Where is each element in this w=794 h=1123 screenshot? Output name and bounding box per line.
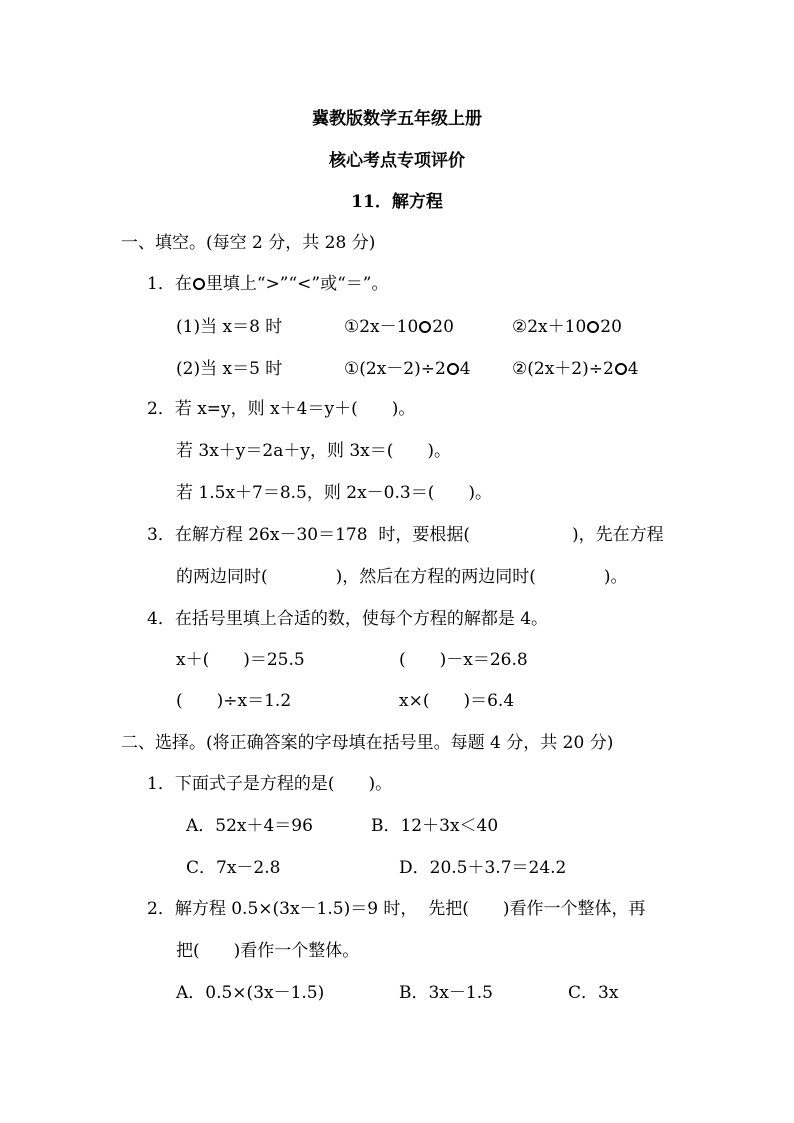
q4-equation-c: ( )÷x＝1.2 xyxy=(176,691,292,711)
q4-equation-d: x×( )＝6.4 xyxy=(399,691,515,711)
q2-line1: 2．若 x=y，则 x＋4＝y＋( )。 xyxy=(147,399,416,419)
q4-stem: 4．在括号里填上合适的数，使每个方程的解都是 4。 xyxy=(147,609,549,629)
circle-blank-icon xyxy=(419,321,431,333)
q1-row1-item-a: ①2x－10 20 xyxy=(344,317,454,337)
s2-q1-option-c: C．7x－2.8 xyxy=(186,858,281,878)
circle-blank-icon xyxy=(615,363,627,375)
q1-row2-condition: (2)当 x＝5 时 xyxy=(176,359,283,379)
document-title: 冀教版数学五年级上册 xyxy=(312,109,482,129)
topic-title: 11．解方程 xyxy=(351,192,443,212)
s2-q2-option-a: A．0.5×(3x－1.5) xyxy=(176,983,325,1003)
q3-line2: 的两边同时( )，然后在方程的两边同时( )。 xyxy=(176,567,628,587)
section2-heading: 二、选择。(将正确答案的字母填在括号里。每题 4 分，共 20 分) xyxy=(121,733,614,753)
s2-q1-option-b: B．12＋3x＜40 xyxy=(371,816,499,836)
q4-equation-a: x＋( )＝25.5 xyxy=(176,650,305,670)
q1-stem: 1．在 里填上“>”“<”或“＝”。 xyxy=(147,274,389,294)
q1-row1-item-b: ②2x＋10 20 xyxy=(512,317,622,337)
s2-q1-option-a: A．52x＋4＝96 xyxy=(186,816,313,836)
s2-q1-stem: 1．下面式子是方程的是( )。 xyxy=(147,774,393,794)
q1-row1-condition: (1)当 x＝8 时 xyxy=(176,317,283,337)
q4-equation-b: ( )－x＝26.8 xyxy=(399,650,528,670)
s2-q2-option-b: B．3x－1.5 xyxy=(399,983,493,1003)
s2-q2-option-c: C．3x xyxy=(568,983,619,1003)
document-subtitle: 核心考点专项评价 xyxy=(329,151,465,171)
s2-q2-line2: 把( )看作一个整体。 xyxy=(176,941,360,961)
q2-line2: 若 3x＋y＝2a＋y，则 3x＝( )。 xyxy=(176,441,452,461)
q2-line3: 若 1.5x＋7＝8.5，则 2x－0.3＝( )。 xyxy=(176,483,492,503)
q3-line1: 3．在解方程 26x－30＝178 时，要根据( )，先在方程 xyxy=(147,525,664,545)
s2-q1-option-d: D．20.5＋3.7＝24.2 xyxy=(399,858,567,878)
circle-blank-icon xyxy=(587,321,599,333)
section1-heading: 一、填空。(每空 2 分，共 28 分) xyxy=(121,233,376,253)
circle-blank-icon xyxy=(193,278,205,290)
q1-row2-item-a: ①(2x－2)÷2 4 xyxy=(344,359,471,379)
circle-blank-icon xyxy=(447,363,459,375)
s2-q2-line1: 2．解方程 0.5×(3x－1.5)＝9 时， 先把( )看作一个整体，再 xyxy=(147,899,646,919)
q1-row2-item-b: ②(2x＋2)÷2 4 xyxy=(512,359,639,379)
